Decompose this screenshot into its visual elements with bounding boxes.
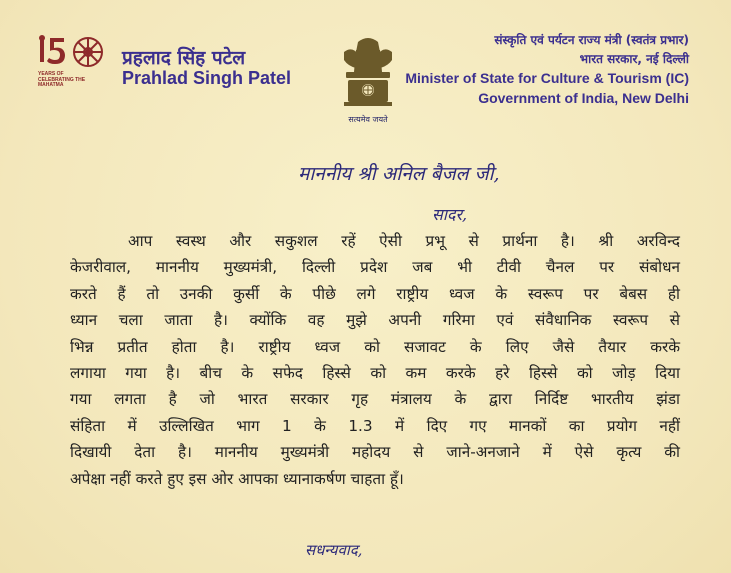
- logo-caption: YEARS OF CELEBRATING THE MAHATMA: [38, 71, 86, 88]
- minister-name-english: Prahlad Singh Patel: [122, 68, 292, 88]
- body-line: ध्यान चला जाता है। क्योंकि वह मुझे अपनी गरिमा एवं संवैधानिक स्वरूप से: [70, 311, 680, 330]
- closing: सधन्यवाद,: [305, 541, 363, 559]
- office-english: Government of India, New Delhi: [478, 90, 689, 106]
- body-line: केजरीवाल, माननीय मुख्यमंत्री, दिल्ली प्रदेश जब भी टीवी चैनल पर संबोधन: [70, 258, 680, 277]
- designation-block: [405, 30, 689, 108]
- gandhi-150-logo-icon: [36, 32, 114, 102]
- body-line: लगाया गया है। बीच के सफेद हिस्से को कम करके हरे हिस्से को जोड़ दिया: [70, 364, 680, 383]
- designation-hindi: संस्कृति एवं पर्यटन राज्य मंत्री (स्वतंत्र प्रभार): [494, 33, 689, 47]
- office-hindi: भारत सरकार, नई दिल्ली: [579, 52, 689, 66]
- greeting: सादर,: [432, 205, 468, 224]
- body-line: करते हैं तो उनकी कुर्सी के पीछे लगे राष्ट्रीय ध्वज के स्वरूप पर बेबस ही: [70, 284, 680, 303]
- emblem-motto: सत्यमेव जयते: [348, 115, 388, 124]
- salutation: माननीय श्री अनिल बैजल जी,: [298, 163, 500, 185]
- body-line: आप स्वस्थ और सकुशल रहें ऐसी प्रभू से प्रार्थना है। श्री अरविन्द: [128, 232, 680, 250]
- minister-name-hindi: प्रहलाद सिंह पटेल: [122, 47, 246, 69]
- letter-body: [70, 228, 680, 492]
- body-line: अपेक्षा नहीं करते हुए इस ओर आपका ध्यानाकर्षण चाहता हूँ।: [70, 469, 404, 488]
- body-line: संहिता में उल्लिखित भाग 1 के 1.3 में दिए गए मानकों का प्रयोग नहीं: [70, 416, 680, 435]
- body-line: दिखायी देता है। माननीय मुख्यमंत्री महोदय से जाने-अनजाने में ऐसे कृत्य की: [70, 443, 680, 462]
- body-line: गया लगता है जो भारत सरकार गृह मंत्रालय के द्वारा निर्दिष्ट भारतीय झंडा: [70, 390, 680, 409]
- designation-english: Minister of State for Culture & Tourism (IC): [405, 70, 689, 86]
- body-line: भिन्न प्रतीत होता है। राष्ट्रीय ध्वज को सजावट के लिए जैसे तैयार करके: [70, 337, 680, 356]
